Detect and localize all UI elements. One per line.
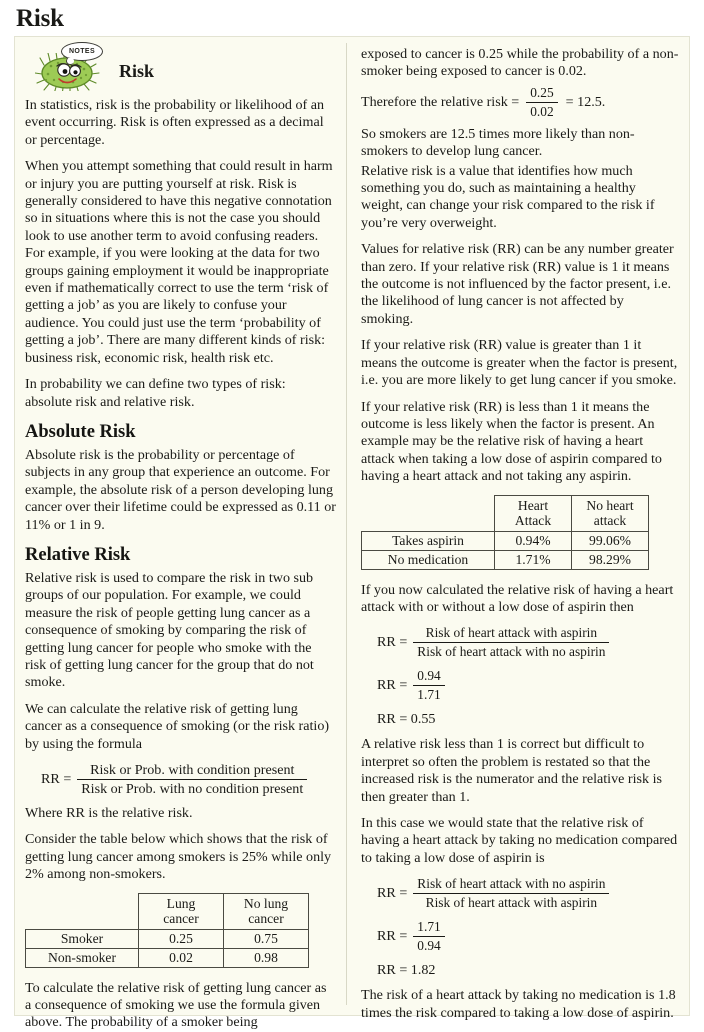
cell-aspirin-noheartattack: 99.06% xyxy=(572,531,649,550)
right-continuation-paragraph: exposed to cancer is 0.25 while the probability of a non-smoker being exposed to cancer is 0.02. xyxy=(361,46,679,80)
page-title: Risk xyxy=(16,5,64,32)
fraction-numerator: 0.25 xyxy=(526,85,557,103)
left-paragraph-3: In probability we can define two types of risk: absolute risk and relative risk. xyxy=(25,376,286,410)
left-column xyxy=(15,37,346,1031)
formula-rr-inverted xyxy=(361,876,679,911)
cell-nomed-heartattack: 1.71% xyxy=(495,550,572,569)
cell-nomed-noheartattack: 98.29% xyxy=(572,550,649,569)
left-closing-paragraph: To calculate the relative risk of getting lung cancer as a consequence of smoking we use the formula given above. The probability of a smoker being xyxy=(25,979,327,1031)
header-line-1: Lung xyxy=(166,895,196,911)
cell-smoker-nolung: 0.75 xyxy=(224,929,309,948)
right-paragraph-7: In this case we would state that the relative risk of having a heart attack by taking no medication compared to taking a low dose of aspirin is xyxy=(361,814,678,866)
column-header-heart-attack xyxy=(495,495,572,531)
fraction xyxy=(77,762,307,797)
absolute-risk-text: Absolute risk is the probability or percentage of subjects in any group that experience an outcome. For example, the absolute risk of a person developing lung cancer over their lifetime could be expressed as 0.11 or 11% or 1 in 9. xyxy=(25,446,336,533)
row-label-no-medication: No medication xyxy=(362,550,495,569)
germ-character-icon xyxy=(35,45,109,91)
fraction-denominator: 1.71 xyxy=(417,687,441,703)
formula-lhs: RR = xyxy=(41,771,72,787)
table-row xyxy=(362,531,649,550)
content-panel xyxy=(14,36,690,1031)
notes-header xyxy=(35,45,336,91)
lung-cancer-table xyxy=(25,893,309,968)
right-conclusion-paragraph: The risk of a heart attack by taking no medication is 1.8 times the risk compared to taking a low dose of aspirin. xyxy=(361,987,676,1021)
formula-lhs: RR = xyxy=(377,928,408,945)
formula-prefix: Therefore the relative risk = xyxy=(361,93,520,110)
header-line-1: Heart xyxy=(517,497,549,513)
heading-relative-risk: Relative Risk xyxy=(25,544,131,565)
table-row xyxy=(26,929,309,948)
right-paragraph-1: So smokers are 12.5 times more likely than non-smokers to develop lung cancer. xyxy=(361,125,635,160)
formula-relative-risk-value xyxy=(361,85,679,120)
fraction xyxy=(413,625,609,660)
right-paragraph-4: If your relative risk (RR) value is greater than 1 it means the outcome is greater when the factor is present, i.e. you are more likely to get lung cancer if you smoke. xyxy=(361,337,678,389)
notes-heading: Risk xyxy=(119,60,155,81)
fraction-denominator: 0.02 xyxy=(530,103,554,119)
fraction-denominator: Risk of heart attack with no aspirin xyxy=(417,644,606,660)
fraction-denominator: Risk or Prob. with no condition present xyxy=(81,781,304,797)
fraction-numerator: Risk or Prob. with condition present xyxy=(77,762,307,780)
header-line-1: No heart xyxy=(586,497,634,513)
formula-rr-definition xyxy=(25,762,336,797)
column-header-no-heart-attack xyxy=(572,495,649,531)
after-table-paragraph: If you now calculated the relative risk of having a heart attack with or without a low dose of aspirin then xyxy=(361,581,674,615)
relative-risk-paragraph-3: Where RR is the relative risk. xyxy=(25,805,193,821)
right-paragraph-6: A relative risk less than 1 is correct but difficult to interpret so often the problem is restated so that the increased risk is the numerator and the relative risk is then greater than 1. xyxy=(361,736,662,805)
formula-lhs: RR = xyxy=(377,677,408,694)
left-paragraph-2: When you attempt something that could result in harm or injury you are putting yourself at risk. Risk is generally considered to have this negative connotation so in situations where this is not the case you should look to use another term to avoid confusing readers. For example, if you were looking at the data for two groups gaining employment it would be inappropriate even if mathematically correct to use the term ‘risk of getting a job’ as you are likely to confuse your audience. You could just use the term ‘probability of getting a job’. There are many different kinds of risk: business risk, economic risk, health risk etc. xyxy=(25,158,333,366)
fraction-denominator: Risk of heart attack with aspirin xyxy=(425,895,598,911)
heart-attack-table xyxy=(361,495,649,570)
row-label-non-smoker: Non-smoker xyxy=(26,948,139,967)
relative-risk-paragraph-1: Relative risk is used to compare the risk in two sub groups of our population. For example, we could measure the risk of people getting lung cancer as a consequence of smoking by comparing the risk of getting lung cancer for people who smoke with the risk of getting lung cancer for the group that do not smoke. xyxy=(25,569,314,691)
row-label-takes-aspirin: Takes aspirin xyxy=(362,531,495,550)
cell-smoker-lung: 0.25 xyxy=(139,929,224,948)
fraction-numerator: 0.94 xyxy=(413,668,444,686)
formula-rr-numbers-a xyxy=(361,668,679,703)
formula-result: = 12.5. xyxy=(565,93,606,110)
notes-bubble-label: NOTES xyxy=(61,42,103,61)
formula-result-055: RR = 0.55 xyxy=(377,711,436,728)
fraction-numerator: 1.71 xyxy=(413,919,444,937)
header-line-1: No lung xyxy=(243,895,289,911)
fraction xyxy=(413,876,609,911)
cell-nonsmoker-lung: 0.02 xyxy=(139,948,224,967)
right-paragraph-2: Relative risk is a value that identifies how much something you do, such as maintaining a healthy weight, can change your risk compared to the risk if you’re very overweight. xyxy=(361,162,655,231)
right-paragraph-5: If your relative risk (RR) is less than 1 it means the outcome is less likely when the factor is present. An example may be the relative risk of having a heart attack when taking a low dose of aspirin compared to having a heart attack and not taking any aspirin. xyxy=(361,398,662,485)
header-line-2: cancer xyxy=(248,911,284,927)
header-line-2: attack xyxy=(593,513,627,529)
table-header-row xyxy=(362,495,649,531)
fraction xyxy=(413,919,444,954)
table-row xyxy=(26,948,309,967)
fraction xyxy=(526,85,557,120)
fraction-denominator: 0.94 xyxy=(417,938,441,954)
fraction xyxy=(413,668,444,703)
formula-result-182: RR = 1.82 xyxy=(377,962,436,979)
table-corner-cell xyxy=(26,893,139,929)
header-line-2: Attack xyxy=(514,513,552,529)
relative-risk-paragraph-4: Consider the table below which shows that the risk of getting lung cancer among smokers is 25% while only 2% among non-smokers. xyxy=(25,831,332,883)
cell-aspirin-heartattack: 0.94% xyxy=(495,531,572,550)
formula-rr-numbers-b xyxy=(361,919,679,954)
column-header-no-lung-cancer xyxy=(224,893,309,929)
table-row xyxy=(362,550,649,569)
fraction-numerator: Risk of heart attack with aspirin xyxy=(413,625,609,643)
right-column xyxy=(347,37,689,1021)
header-line-2: cancer xyxy=(163,911,199,927)
table-header-row xyxy=(26,893,309,929)
left-paragraph-1: In statistics, risk is the probability or likelihood of an event occurring. Risk is often expressed as a decimal or percentage. xyxy=(25,97,325,148)
cell-nonsmoker-nolung: 0.98 xyxy=(224,948,309,967)
relative-risk-paragraph-2: We can calculate the relative risk of getting lung cancer as a consequence of smoking (or the risk ratio) by using the formula xyxy=(25,700,330,752)
right-paragraph-3: Values for relative risk (RR) can be any number greater than zero. If your relative risk (RR) value is 1 it means the outcome is not influenced by the factor present, i.e. the likelihood of lung cancer is not affected by smoking. xyxy=(361,241,674,327)
table-corner-cell xyxy=(362,495,495,531)
formula-lhs: RR = xyxy=(377,634,408,651)
row-label-smoker: Smoker xyxy=(26,929,139,948)
formula-lhs: RR = xyxy=(377,885,408,902)
fraction-numerator: Risk of heart attack with no aspirin xyxy=(413,876,609,894)
heading-absolute-risk: Absolute Risk xyxy=(25,421,136,442)
column-header-lung-cancer xyxy=(139,893,224,929)
formula-rr-aspirin xyxy=(361,625,679,660)
